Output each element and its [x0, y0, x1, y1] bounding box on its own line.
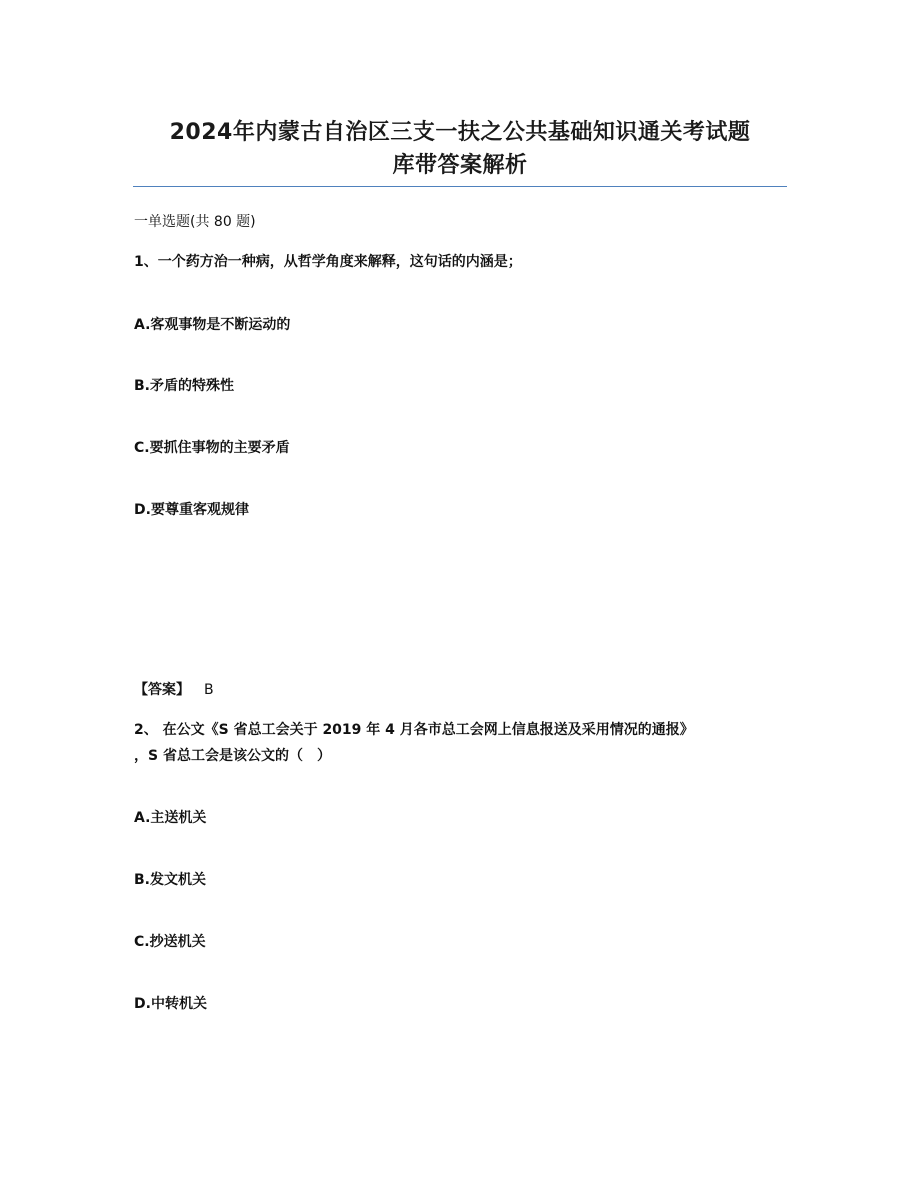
question-1-option-a: A.客观事物是不断运动的	[134, 317, 291, 333]
question-2-stem-line-2: ，S 省总工会是该公文的（ ）	[134, 748, 331, 764]
question-1-option-d: D.要尊重客观规律	[134, 502, 249, 518]
question-2-option-a: A.主送机关	[134, 810, 207, 826]
title-line-2: 库带答案解析	[392, 153, 528, 178]
question-1-stem: 1、一个药方治一种病，从哲学角度来解释，这句话的内涵是；	[134, 254, 522, 270]
question-2-option-d: D.中转机关	[134, 996, 207, 1012]
question-1-option-c: C.要抓住事物的主要矛盾	[134, 440, 290, 456]
question-2-option-c: C.抄送机关	[134, 934, 206, 950]
document-title	[133, 116, 787, 182]
question-2-stem-line-1: 2、 在公文《S 省总工会关于 2019 年 4 月各市总工会网上信息报送及采用情况的通报》	[134, 722, 694, 738]
answer-label: 【答案】	[134, 682, 190, 698]
question-2-option-b: B.发文机关	[134, 872, 206, 888]
title-line-1: 2024年内蒙古自治区三支一扶之公共基础知识通关考试题	[169, 120, 751, 145]
section-label: 一单选题(共 80 题)	[134, 214, 256, 230]
answer-line	[134, 680, 214, 700]
title-underline	[133, 186, 787, 187]
question-1-option-b: B.矛盾的特殊性	[134, 378, 234, 394]
answer-value: B	[204, 682, 214, 698]
